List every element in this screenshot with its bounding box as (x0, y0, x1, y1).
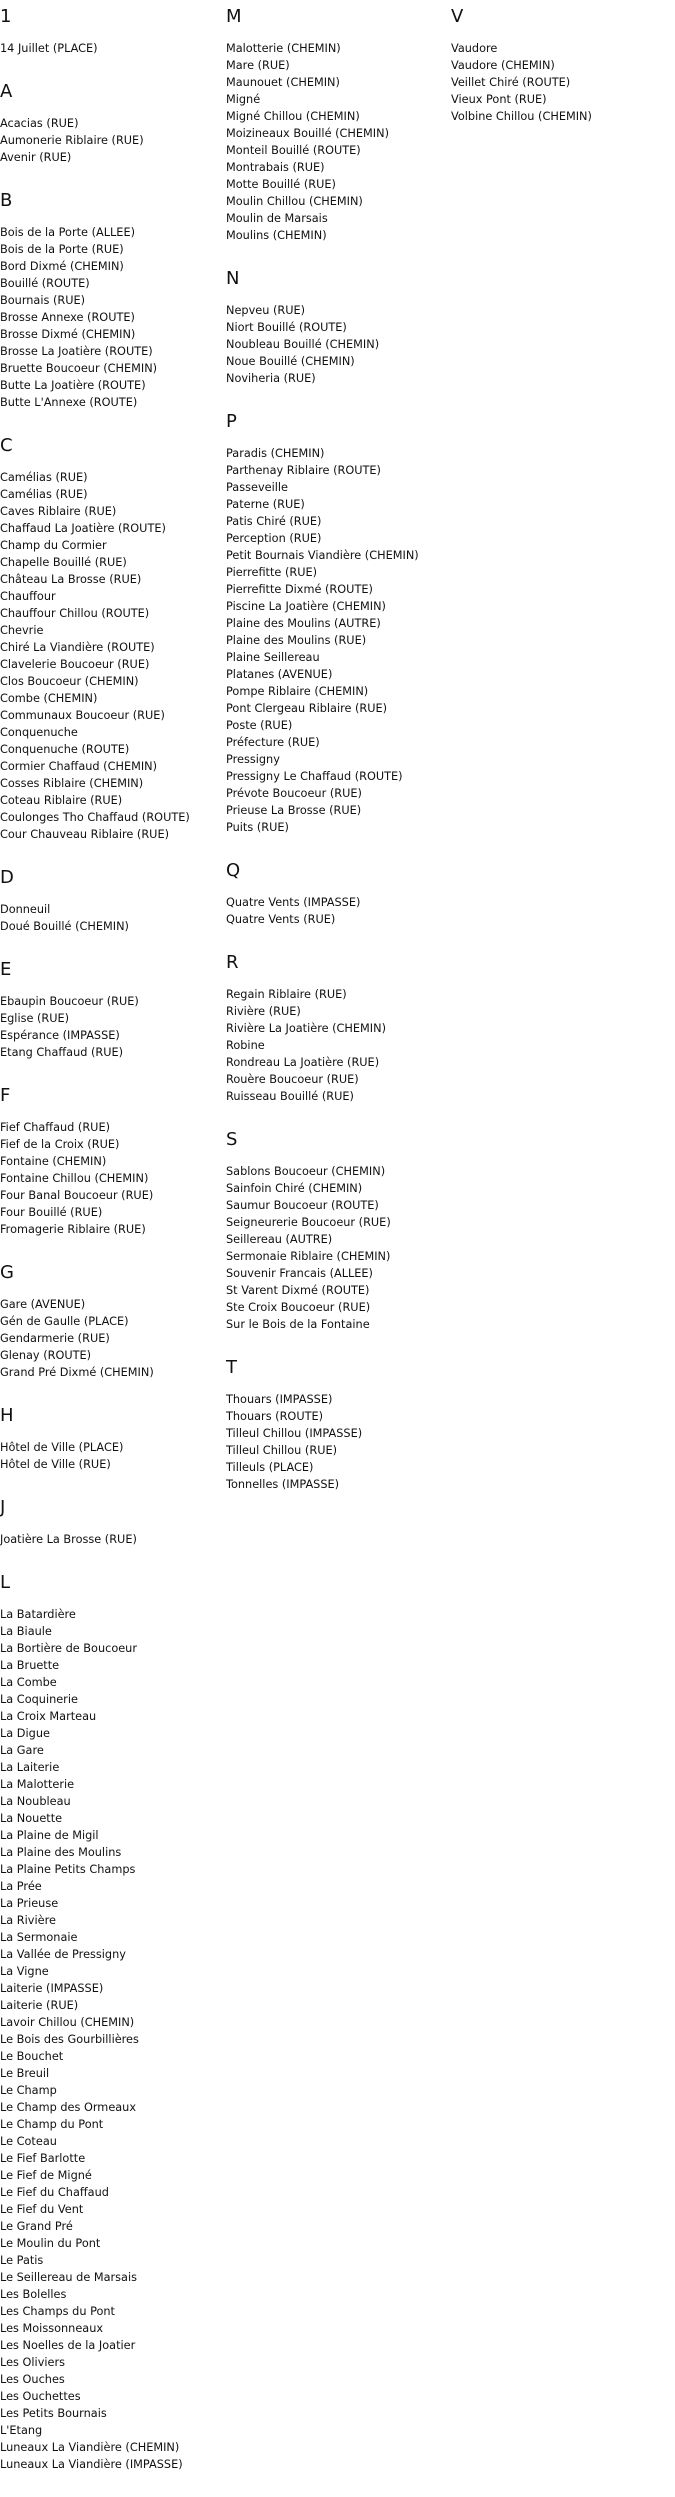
street-name: La Prieuse (0, 1897, 59, 1910)
street-name: Communaux Boucoeur (RUE) (0, 709, 165, 722)
letter-group (0, 1497, 215, 1548)
street-name: Coteau Riblaire (RUE) (0, 794, 123, 807)
street-name: La Plaine de Migil (0, 1829, 99, 1842)
street-name: Chevrie (0, 624, 44, 637)
letter-group (0, 1085, 215, 1238)
street-name: La Rivière (0, 1914, 56, 1927)
street-name: L'Etang (0, 2424, 43, 2437)
street-name: Le Champ du Pont (0, 2118, 104, 2131)
street-name: Noubleau Bouillé (CHEMIN) (226, 338, 380, 351)
street-name: Poste (RUE) (226, 719, 293, 732)
street-name: Sermonaie Riblaire (CHEMIN) (226, 1250, 391, 1263)
street-name: Rondreau La Joatière (RUE) (226, 1056, 380, 1069)
street-name: Coulonges Tho Chaffaud (ROUTE) (0, 811, 190, 824)
street-list (226, 1163, 441, 1333)
street-name: Fontaine (CHEMIN) (0, 1155, 107, 1168)
street-name: Le Moulin du Pont (0, 2237, 101, 2250)
column-3 (451, 6, 666, 149)
street-name: La Laiterie (0, 1761, 60, 1774)
street-name: Quatre Vents (RUE) (226, 913, 336, 926)
street-name: Piscine La Joatière (CHEMIN) (226, 600, 386, 613)
street-name: Pressigny (226, 753, 280, 766)
street-name: Plaine des Moulins (RUE) (226, 634, 367, 647)
street-name: Perception (RUE) (226, 532, 322, 545)
street-name: Noviheria (RUE) (226, 372, 316, 385)
street-name: Rivière La Joatière (CHEMIN) (226, 1022, 386, 1035)
street-name: Sablons Boucoeur (CHEMIN) (226, 1165, 386, 1178)
street-name: Le Fief du Vent (0, 2203, 84, 2216)
street-name: Espérance (IMPASSE) (0, 1029, 120, 1042)
section-letter: 1 (0, 6, 12, 27)
street-name: Sur le Bois de la Fontaine (226, 1318, 370, 1331)
street-name: Caves Riblaire (RUE) (0, 505, 117, 518)
street-list (226, 1391, 441, 1493)
street-name: Le Fief du Chaffaud (0, 2186, 109, 2199)
street-name: Clos Boucoeur (CHEMIN) (0, 675, 139, 688)
street-name: Gén de Gaulle (PLACE) (0, 1315, 129, 1328)
street-name: La Malotterie (0, 1778, 75, 1791)
street-name: Cosses Riblaire (CHEMIN) (0, 777, 144, 790)
street-name: Chapelle Bouillé (RUE) (0, 556, 127, 569)
section-letter: M (226, 6, 242, 27)
street-name: La Plaine Petits Champs (0, 1863, 136, 1876)
section-letter: A (0, 81, 13, 102)
letter-group (451, 6, 666, 125)
section-letter: S (226, 1129, 238, 1150)
street-name: Four Bouillé (RUE) (0, 1206, 103, 1219)
street-name: Seigneurerie Boucoeur (RUE) (226, 1216, 391, 1229)
street-name: Montrabais (RUE) (226, 161, 325, 174)
street-name: Brosse La Joatière (ROUTE) (0, 345, 153, 358)
street-name: Paterne (RUE) (226, 498, 305, 511)
street-list (226, 445, 441, 836)
street-name: Moulin de Marsais (226, 212, 328, 225)
street-name: La Bruette (0, 1659, 60, 1672)
street-name: La Biaule (0, 1625, 52, 1638)
letter-group (0, 1262, 215, 1381)
street-name: Camélias (RUE) (0, 471, 88, 484)
column-1 (0, 6, 215, 2497)
street-name: Monteil Bouillé (ROUTE) (226, 144, 361, 157)
street-name: Luneaux La Viandière (IMPASSE) (0, 2458, 183, 2471)
street-name: Le Bouchet (0, 2050, 64, 2063)
street-name: Saumur Boucoeur (ROUTE) (226, 1199, 379, 1212)
letter-group (0, 435, 215, 843)
street-name: Pierrefitte (RUE) (226, 566, 318, 579)
street-name: Plaine des Moulins (AUTRE) (226, 617, 381, 630)
street-name: Bouillé (ROUTE) (0, 277, 90, 290)
street-name: Passeveille (226, 481, 288, 494)
street-name: La Digue (0, 1727, 50, 1740)
street-name: Etang Chaffaud (RUE) (0, 1046, 124, 1059)
section-letter: B (0, 190, 13, 211)
street-list (0, 115, 215, 166)
street-name: Avenir (RUE) (0, 151, 72, 164)
section-letter: N (226, 268, 240, 289)
street-name: Le Fief Barlotte (0, 2152, 86, 2165)
street-name: Fromagerie Riblaire (RUE) (0, 1223, 146, 1236)
street-name: Bruette Boucoeur (CHEMIN) (0, 362, 158, 375)
street-name: Souvenir Francais (ALLEE) (226, 1267, 373, 1280)
street-name: Moizineaux Bouillé (CHEMIN) (226, 127, 389, 140)
street-name: Lavoir Chillou (CHEMIN) (0, 2016, 135, 2029)
street-name: Pont Clergeau Riblaire (RUE) (226, 702, 388, 715)
street-name: Grand Pré Dixmé (CHEMIN) (0, 1366, 154, 1379)
street-name: Thouars (IMPASSE) (226, 1393, 333, 1406)
column-2 (226, 6, 441, 1517)
street-name: Le Seillereau de Marsais (0, 2271, 138, 2284)
street-name: Ruisseau Bouillé (RUE) (226, 1090, 354, 1103)
street-name: Puits (RUE) (226, 821, 289, 834)
letter-group (226, 411, 441, 836)
street-list (0, 469, 215, 843)
street-name: La Combe (0, 1676, 57, 1689)
street-name: La Coquinerie (0, 1693, 78, 1706)
street-name: Château La Brosse (RUE) (0, 573, 142, 586)
street-list (226, 894, 441, 928)
section-letter: E (0, 959, 12, 980)
street-name: Ebaupin Boucoeur (RUE) (0, 995, 139, 1008)
street-list (0, 1296, 215, 1381)
street-name: Pierrefitte Dixmé (ROUTE) (226, 583, 373, 596)
street-name: Motte Bouillé (RUE) (226, 178, 336, 191)
street-name: Le Champ (0, 2084, 57, 2097)
street-name: Les Bolelles (0, 2288, 67, 2301)
street-list (226, 986, 441, 1105)
street-name: Conquenuche (ROUTE) (0, 743, 130, 756)
street-name: Patis Chiré (RUE) (226, 515, 322, 528)
street-name: Le Champ des Ormeaux (0, 2101, 137, 2114)
street-name: Prieuse La Brosse (RUE) (226, 804, 362, 817)
street-name: Petit Bournais Viandière (CHEMIN) (226, 549, 419, 562)
street-name: Maunouet (CHEMIN) (226, 76, 340, 89)
street-name: Vaudore (CHEMIN) (451, 59, 555, 72)
street-name: La Croix Marteau (0, 1710, 97, 1723)
street-name: Regain Riblaire (RUE) (226, 988, 347, 1001)
street-name: Ste Croix Boucoeur (RUE) (226, 1301, 371, 1314)
section-letter: F (0, 1085, 11, 1106)
street-name: Vaudore (451, 42, 498, 55)
letter-group (0, 190, 215, 411)
street-name: Moulins (CHEMIN) (226, 229, 327, 242)
street-name: Le Coteau (0, 2135, 57, 2148)
section-letter: J (0, 1497, 6, 1518)
street-name: Camélias (RUE) (0, 488, 88, 501)
letter-group (0, 6, 215, 57)
section-letter: G (0, 1262, 14, 1283)
street-name: Brosse Dixmé (CHEMIN) (0, 328, 136, 341)
street-name: Le Breuil (0, 2067, 50, 2080)
street-name: Chaffaud La Joatière (ROUTE) (0, 522, 166, 535)
letter-group (226, 1357, 441, 1493)
letter-group (0, 959, 215, 1061)
street-name: Le Bois des Gourbillières (0, 2033, 139, 2046)
street-list (226, 40, 441, 244)
street-name: La Gare (0, 1744, 44, 1757)
street-name: Nepveu (RUE) (226, 304, 306, 317)
street-list (0, 1119, 215, 1238)
street-list (0, 1531, 215, 1548)
street-list (0, 1439, 215, 1473)
street-name: Chauffour (0, 590, 56, 603)
street-name: Pressigny Le Chaffaud (ROUTE) (226, 770, 403, 783)
letter-group (226, 1129, 441, 1333)
street-name: Vieux Pont (RUE) (451, 93, 547, 106)
street-name: Donneuil (0, 903, 51, 916)
letter-group (0, 867, 215, 935)
street-name: Four Banal Boucoeur (RUE) (0, 1189, 154, 1202)
street-name: Rouère Boucoeur (RUE) (226, 1073, 359, 1086)
letter-group (226, 952, 441, 1105)
street-name: Laiterie (IMPASSE) (0, 1982, 104, 1995)
street-name: La Vallée de Pressigny (0, 1948, 126, 1961)
section-letter: V (451, 6, 464, 27)
street-name: Tonnelles (IMPASSE) (226, 1478, 340, 1491)
street-list (0, 40, 215, 57)
street-name: Sainfoin Chiré (CHEMIN) (226, 1182, 363, 1195)
street-name: Seillereau (AUTRE) (226, 1233, 333, 1246)
street-name: Plaine Seillereau (226, 651, 320, 664)
letter-group (0, 1572, 215, 2473)
street-name: Fief de la Croix (RUE) (0, 1138, 120, 1151)
street-list (0, 1606, 215, 2473)
street-name: St Varent Dixmé (ROUTE) (226, 1284, 370, 1297)
street-name: Cormier Chaffaud (CHEMIN) (0, 760, 158, 773)
street-name: Les Noelles de la Joatier (0, 2339, 136, 2352)
street-name: Bord Dixmé (CHEMIN) (0, 260, 124, 273)
street-name: Parthenay Riblaire (ROUTE) (226, 464, 381, 477)
street-name: Combe (CHEMIN) (0, 692, 98, 705)
street-name: Migné Chillou (CHEMIN) (226, 110, 360, 123)
street-name: Le Patis (0, 2254, 44, 2267)
letter-group (0, 81, 215, 166)
street-name: Les Moissonneaux (0, 2322, 104, 2335)
street-name: Chauffour Chillou (ROUTE) (0, 607, 150, 620)
street-name: Les Ouchettes (0, 2390, 81, 2403)
street-name: Noue Bouillé (CHEMIN) (226, 355, 355, 368)
street-name: La Bortière de Boucoeur (0, 1642, 137, 1655)
street-name: Les Oliviers (0, 2356, 65, 2369)
street-name: Doué Bouillé (CHEMIN) (0, 920, 129, 933)
section-letter: L (0, 1572, 11, 1593)
street-name: Platanes (AVENUE) (226, 668, 333, 681)
street-name: La Plaine des Moulins (0, 1846, 122, 1859)
section-letter: P (226, 411, 237, 432)
street-name: Luneaux La Viandière (CHEMIN) (0, 2441, 180, 2454)
street-list (451, 40, 666, 125)
street-name: Veillet Chiré (ROUTE) (451, 76, 571, 89)
street-list (0, 901, 215, 935)
street-name: Tilleul Chillou (IMPASSE) (226, 1427, 363, 1440)
street-name: Pompe Riblaire (CHEMIN) (226, 685, 369, 698)
street-name: Butte L'Annexe (ROUTE) (0, 396, 138, 409)
street-name: Gare (AVENUE) (0, 1298, 86, 1311)
section-letter: D (0, 867, 14, 888)
street-name: La Vigne (0, 1965, 49, 1978)
street-name: La Sermonaie (0, 1931, 78, 1944)
letter-group (0, 1405, 215, 1473)
street-name: Rivière (RUE) (226, 1005, 301, 1018)
street-name: Acacias (RUE) (0, 117, 79, 130)
street-name: Le Fief de Migné (0, 2169, 92, 2182)
street-name: La Nouette (0, 1812, 63, 1825)
street-name: Clavelerie Boucoeur (RUE) (0, 658, 150, 671)
street-name: Chiré La Viandière (ROUTE) (0, 641, 155, 654)
street-name: Glenay (ROUTE) (0, 1349, 92, 1362)
street-name: Les Petits Bournais (0, 2407, 107, 2420)
street-name: Tilleul Chillou (RUE) (226, 1444, 338, 1457)
street-name: Moulin Chillou (CHEMIN) (226, 195, 363, 208)
street-name: Migné (226, 93, 261, 106)
street-name: Paradis (CHEMIN) (226, 447, 325, 460)
street-name: Hôtel de Ville (PLACE) (0, 1441, 124, 1454)
street-name: Tilleuls (PLACE) (226, 1461, 314, 1474)
street-name: Aumonerie Riblaire (RUE) (0, 134, 144, 147)
street-name: La Prée (0, 1880, 42, 1893)
letter-group (226, 6, 441, 244)
street-name: Fief Chaffaud (RUE) (0, 1121, 111, 1134)
street-name: Bois de la Porte (RUE) (0, 243, 124, 256)
street-list (226, 302, 441, 387)
street-name: Les Champs du Pont (0, 2305, 115, 2318)
street-name: Conquenuche (0, 726, 78, 739)
street-name: Butte La Joatière (ROUTE) (0, 379, 146, 392)
street-name: Volbine Chillou (CHEMIN) (451, 110, 592, 123)
section-letter: R (226, 952, 239, 973)
street-name: Gendarmerie (RUE) (0, 1332, 110, 1345)
street-name: Robine (226, 1039, 265, 1052)
section-letter: T (226, 1357, 237, 1378)
street-name: Prévote Boucoeur (RUE) (226, 787, 362, 800)
street-list (0, 224, 215, 411)
street-name: Brosse Annexe (ROUTE) (0, 311, 135, 324)
street-name: La Batardière (0, 1608, 76, 1621)
letter-group (226, 860, 441, 928)
street-name: Les Ouches (0, 2373, 65, 2386)
street-name: Quatre Vents (IMPASSE) (226, 896, 361, 909)
street-name: Champ du Cormier (0, 539, 107, 552)
street-name: 14 Juillet (PLACE) (0, 42, 98, 55)
street-name: Bois de la Porte (ALLEE) (0, 226, 135, 239)
street-name: La Noubleau (0, 1795, 71, 1808)
street-name: Niort Bouillé (ROUTE) (226, 321, 347, 334)
street-name: Bournais (RUE) (0, 294, 86, 307)
street-name: Laiterie (RUE) (0, 1999, 79, 2012)
street-name: Mare (RUE) (226, 59, 290, 72)
section-letter: H (0, 1405, 14, 1426)
letter-group (226, 268, 441, 387)
street-name: Joatière La Brosse (RUE) (0, 1533, 137, 1546)
street-list (0, 993, 215, 1061)
street-name: Le Grand Pré (0, 2220, 73, 2233)
street-name: Thouars (ROUTE) (226, 1410, 324, 1423)
street-name: Cour Chauveau Riblaire (RUE) (0, 828, 170, 841)
street-name: Hôtel de Ville (RUE) (0, 1458, 111, 1471)
section-letter: Q (226, 860, 241, 881)
street-name: Eglise (RUE) (0, 1012, 70, 1025)
street-name: Fontaine Chillou (CHEMIN) (0, 1172, 149, 1185)
street-name: Malotterie (CHEMIN) (226, 42, 341, 55)
section-letter: C (0, 435, 13, 456)
street-name: Préfecture (RUE) (226, 736, 320, 749)
